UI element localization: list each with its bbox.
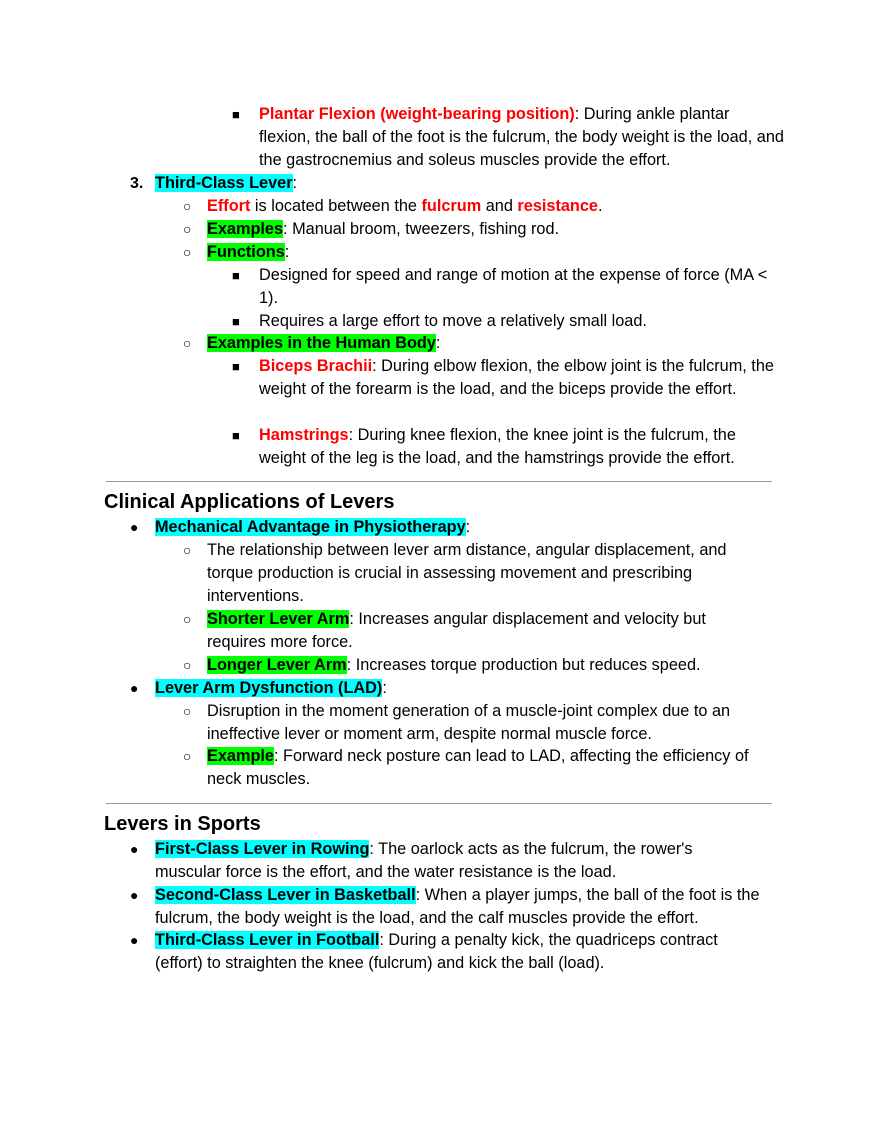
circle-bullet-icon: ○ — [183, 748, 192, 764]
list-item-text — [259, 103, 784, 172]
circle-bullet-icon: ○ — [183, 244, 192, 260]
suffix: : — [382, 679, 387, 697]
effort-text-1: is located between the — [250, 197, 422, 215]
list-item-text — [155, 929, 760, 975]
horizontal-divider — [106, 481, 772, 482]
circle-bullet-icon: ○ — [183, 542, 192, 558]
square-bullet-icon: ■ — [232, 314, 240, 329]
examples-text: : Manual broom, tweezers, fishing rod. — [283, 220, 560, 238]
term-example: Example — [207, 747, 274, 765]
list-item-text — [207, 332, 782, 355]
longer-text: : Increases torque production but reduces speed. — [346, 656, 701, 674]
suffix: : — [465, 518, 471, 536]
basketball-text: : When a player jumps, the ball of the foot is the fulcrum, the body weight is the load, and the calf muscles provide the effort. — [155, 886, 760, 927]
horizontal-divider — [106, 803, 772, 804]
rowing-text: : The oarlock acts as the fulcrum, the rower's muscular force is the effort, and the water resistance is the load. — [155, 840, 693, 881]
list-item-text — [207, 608, 752, 654]
square-bullet-icon: ■ — [232, 107, 240, 122]
suffix: : — [284, 243, 290, 261]
list-item-text — [155, 172, 777, 195]
term-hamstrings: Hamstrings — [259, 426, 349, 444]
dot-bullet-icon: ● — [130, 932, 139, 948]
plantar-description: : During ankle plantar flexion, the ball of the foot is the fulcrum, the body weight is the load, and the gastrocnemius and soleus muscles provide the effort. — [259, 105, 784, 169]
circle-bullet-icon: ○ — [183, 657, 192, 673]
effort-text-end: . — [597, 197, 603, 215]
list-item-text — [207, 745, 767, 791]
circle-bullet-icon: ○ — [183, 703, 192, 719]
list-item-text — [207, 218, 782, 241]
term-biceps-brachii: Biceps Brachii — [259, 357, 373, 375]
term-effort: Effort — [207, 197, 251, 215]
square-bullet-icon: ■ — [232, 359, 240, 374]
hamstrings-text: : During knee flexion, the knee joint is the fulcrum, the weight of the leg is the load, and the hamstrings provide the effort. — [259, 426, 736, 467]
term-resistance: resistance — [517, 197, 598, 215]
heading-levers-in-sports: Levers in Sports — [104, 813, 261, 835]
list-number: 3. — [130, 175, 144, 192]
term-third-class-football: Third-Class Lever in Football — [155, 931, 380, 949]
list-item-text — [155, 838, 735, 884]
list-item-text — [155, 884, 775, 930]
list-item-text: Disruption in the moment generation of a muscle-joint complex due to an ineffective lever or moment arm, despite normal muscle force. — [207, 702, 731, 743]
term-lever-arm-dysfunction: Lever Arm Dysfunction (LAD) — [155, 679, 383, 697]
term-second-class-basketball: Second-Class Lever in Basketball — [155, 886, 416, 904]
term-third-class-lever: Third-Class Lever — [155, 174, 293, 192]
list-item-text — [259, 355, 789, 401]
list-item-text — [259, 424, 784, 470]
list-item-text: The relationship between lever arm distance, angular displacement, and torque production is crucial in assessing movement and prescribing interventions. — [207, 541, 727, 605]
football-text: : During a penalty kick, the quadriceps contract (effort) to straighten the knee (fulcrum) and kick the ball (load). — [155, 931, 718, 972]
term-functions: Functions — [207, 243, 285, 261]
term-plantar-flexion: Plantar Flexion (weight-bearing position) — [259, 105, 575, 123]
square-bullet-icon: ■ — [232, 268, 240, 283]
dot-bullet-icon: ● — [130, 887, 139, 903]
shorter-text: : Increases angular displacement and velocity but requires more force. — [207, 610, 706, 651]
suffix: : — [435, 334, 441, 352]
list-item-text: Requires a large effort to move a relatively small load. — [259, 312, 647, 330]
biceps-text: : During elbow flexion, the elbow joint is the fulcrum, the weight of the forearm is the load, and the biceps provide the effort. — [259, 357, 774, 398]
term-mechanical-advantage: Mechanical Advantage in Physiotherapy — [155, 518, 466, 536]
circle-bullet-icon: ○ — [183, 335, 192, 351]
list-item-text — [155, 516, 777, 539]
square-bullet-icon: ■ — [232, 428, 240, 443]
example-text: : Forward neck posture can lead to LAD, affecting the efficiency of neck muscles. — [207, 747, 749, 788]
circle-bullet-icon: ○ — [183, 611, 192, 627]
list-item-text — [155, 677, 777, 700]
term-examples: Examples — [207, 220, 284, 238]
term-shorter-lever-arm: Shorter Lever Arm — [207, 610, 350, 628]
suffix: : — [292, 174, 298, 192]
term-fulcrum: fulcrum — [421, 197, 482, 215]
list-item-text — [207, 241, 782, 264]
effort-text-2: and — [481, 197, 518, 215]
circle-bullet-icon: ○ — [183, 198, 192, 214]
heading-clinical-applications: Clinical Applications of Levers — [104, 491, 395, 513]
term-first-class-rowing: First-Class Lever in Rowing — [155, 840, 370, 858]
term-longer-lever-arm: Longer Lever Arm — [207, 656, 347, 674]
dot-bullet-icon: ● — [130, 519, 139, 535]
circle-bullet-icon: ○ — [183, 221, 192, 237]
dot-bullet-icon: ● — [130, 680, 139, 696]
list-item-text — [207, 654, 782, 677]
term-examples-human-body: Examples in the Human Body — [207, 334, 436, 352]
dot-bullet-icon: ● — [130, 841, 139, 857]
list-item-text — [207, 195, 782, 218]
list-item-text: Designed for speed and range of motion at the expense of force (MA < 1). — [259, 266, 768, 307]
